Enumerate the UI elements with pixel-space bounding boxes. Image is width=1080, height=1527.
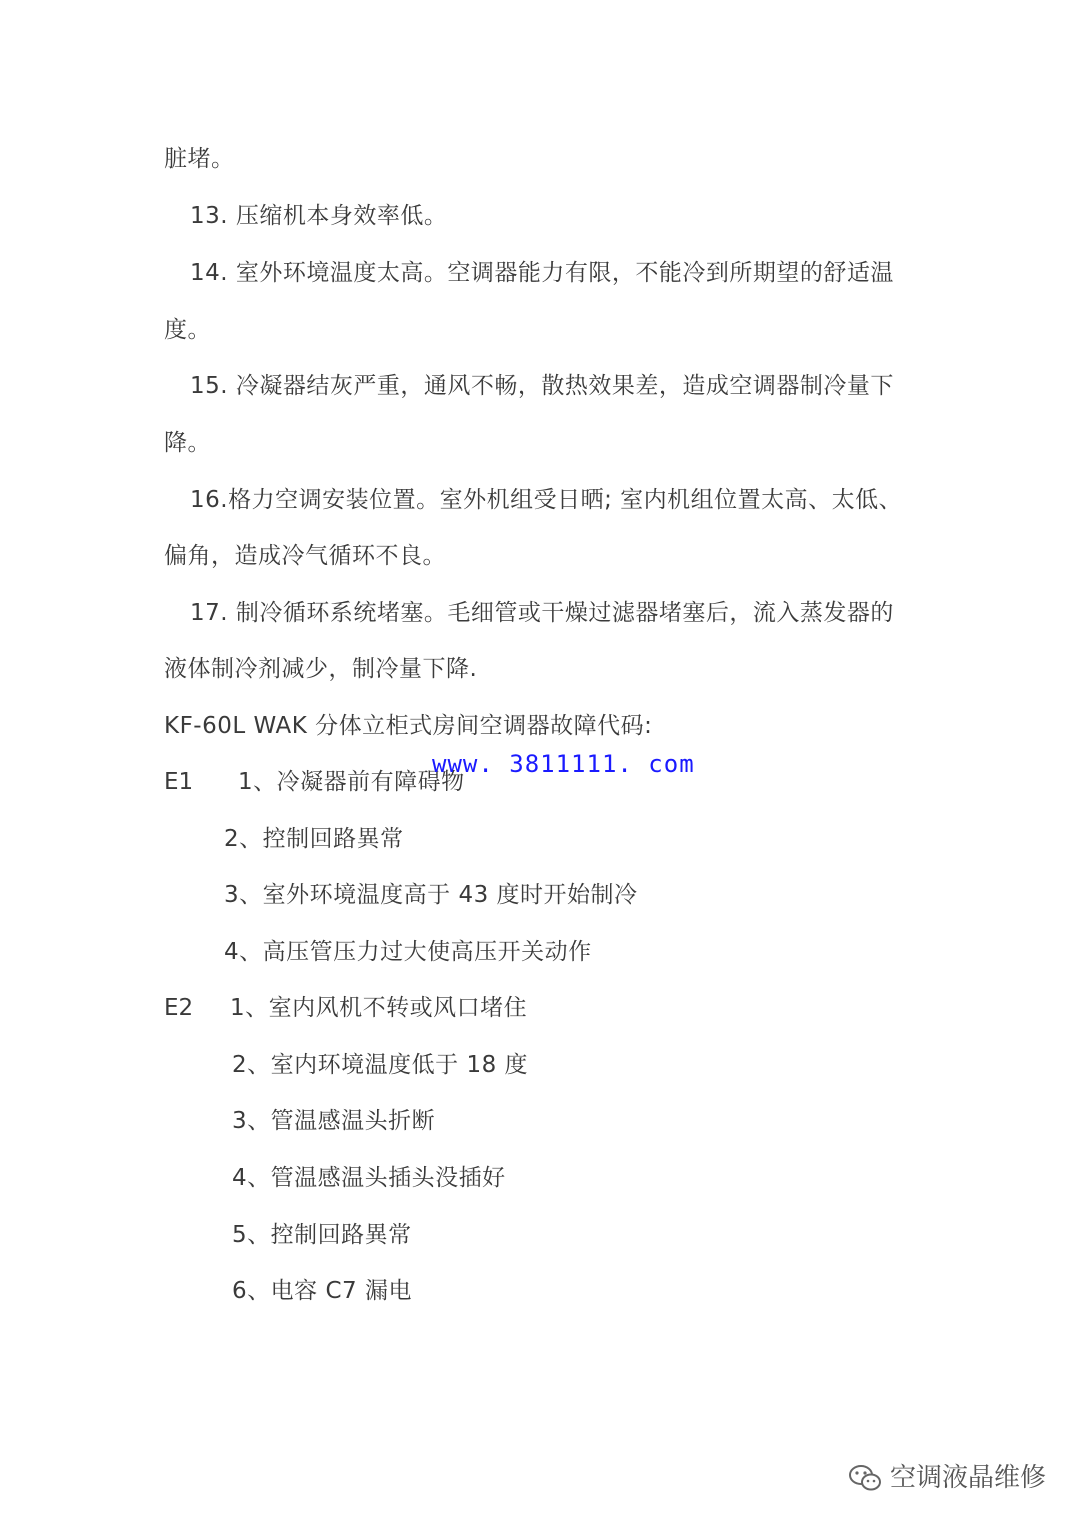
text-line: 15. 冷凝器结灰严重，通风不畅，散热效果差，造成空调器制冷量下 (190, 373, 894, 399)
fault-cause-item: 4、管温感温头插头没插好 (232, 1165, 506, 1191)
text-line: 16.格力空调安装位置。室外机组受日晒; 室内机组位置太高、太低、 (190, 487, 903, 513)
fault-cause-item: 4、高压管压力过大使高压开关动作 (224, 939, 592, 965)
text-line: 17. 制冷循环系统堵塞。毛细管或干燥过滤器堵塞后，流入蒸发器的 (190, 600, 894, 626)
text-line: 14. 室外环境温度太高。空调器能力有限，不能冷到所期望的舒适温 (190, 260, 894, 286)
watermark-url: www. 3811111. com (432, 750, 695, 778)
fault-cause-item: 3、室外环境温度高于 43 度时开始制冷 (224, 882, 638, 908)
text-line: 液体制冷剂减少，制冷量下降. (164, 656, 478, 682)
fault-cause-item: 6、电容 C7 漏电 (232, 1278, 412, 1304)
fault-cause-item: 3、管温感温头折断 (232, 1108, 436, 1134)
wechat-account-mark (848, 1460, 1046, 1496)
wechat-icon (848, 1463, 882, 1493)
fault-code-label: E2 (164, 995, 194, 1021)
fault-cause-item: 1、冷凝器前有障碍物 (238, 769, 465, 795)
fault-cause-item: 1、室内风机不转或风口堵住 (230, 995, 528, 1021)
text-line: 偏角，造成冷气循环不良。 (164, 543, 446, 569)
text-line: 13. 压缩机本身效率低。 (190, 203, 448, 229)
fault-cause-item: 2、控制回路異常 (224, 826, 404, 852)
fault-cause-item: 5、控制回路異常 (232, 1222, 412, 1248)
text-line: 降。 (164, 430, 211, 456)
section-heading: KF-60L WAK 分体立柜式房间空调器故障代码: (164, 713, 653, 739)
account-name: 空调液晶维修 (889, 1463, 1046, 1493)
text-line: 度。 (164, 317, 211, 343)
fault-cause-item: 2、室内环境温度低于 18 度 (232, 1052, 529, 1078)
fault-code-label: E1 (164, 769, 194, 795)
text-line: 脏堵。 (164, 146, 235, 172)
